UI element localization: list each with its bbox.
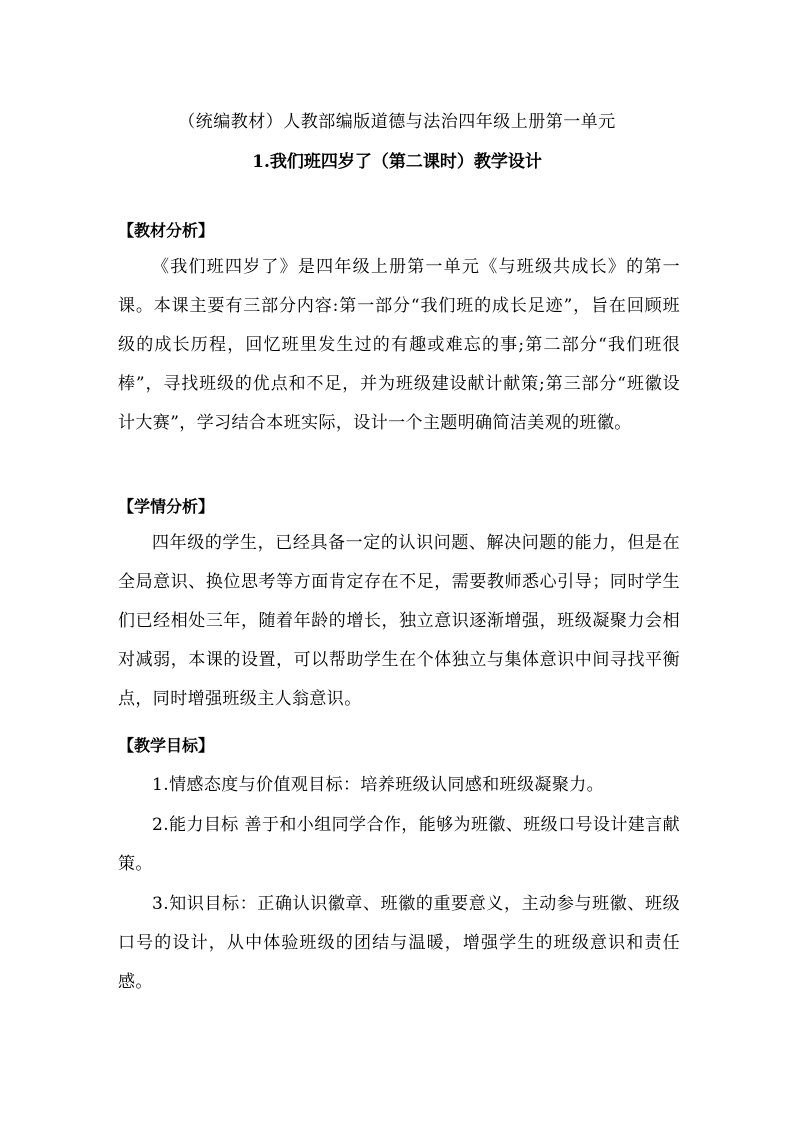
section-paragraph-textbook-analysis: 《我们班四岁了》是四年级上册第一单元《与班级共成长》的第一课。本课主要有三部分内容:第一部分“我们班的成长足迹”，旨在回顾班级的成长历程，回忆班里发生过的有趣或难忘的事;第二部分“我们班很棒”，寻找班级的优点和不足，并为班级建设献计献策;第三部分“班徽设计大赛”，学习结合本班实际，设计一个主题明确简洁美观的班徽。 (118, 257, 680, 433)
document-subtitle: （统编教材）人教部编版道德与法治四年级上册第一单元 (178, 112, 616, 132)
section-paragraph-student-analysis: 四年级的学生，已经具备一定的认识问题、解决问题的能力，但是在全局意识、换位思考等方面肯定存在不足，需要教师悉心引导；同时学生们已经相处三年，随着年龄的增长，独立意识逐渐增强，班级凝聚力会相对减弱，本课的设置，可以帮助学生在个体独立与集体意识中间寻找平衡点，同时增强班级主人翁意识。 (118, 533, 680, 709)
section-heading-student-analysis: 【学情分析】 (118, 497, 215, 516)
teaching-goal-item: 3.知识目标：正确认识徽章、班徽的重要意义，主动参与班徽、班级口号的设计，从中体验班级的团结与温暖，增强学生的班级意识和责任感。 (118, 894, 680, 992)
section-heading-teaching-goals: 【教学目标】 (118, 736, 215, 755)
section-heading-textbook-analysis: 【教材分析】 (118, 221, 215, 240)
teaching-goal-item: 1.情感态度与价值观目标：培养班级认同感和班级凝聚力。 (152, 775, 605, 795)
teaching-goal-item: 2.能力目标 善于和小组同学合作，能够为班徽、班级口号设计建言献策。 (118, 815, 680, 874)
document-title: 1.我们班四岁了（第二课时）教学设计 (252, 152, 542, 172)
